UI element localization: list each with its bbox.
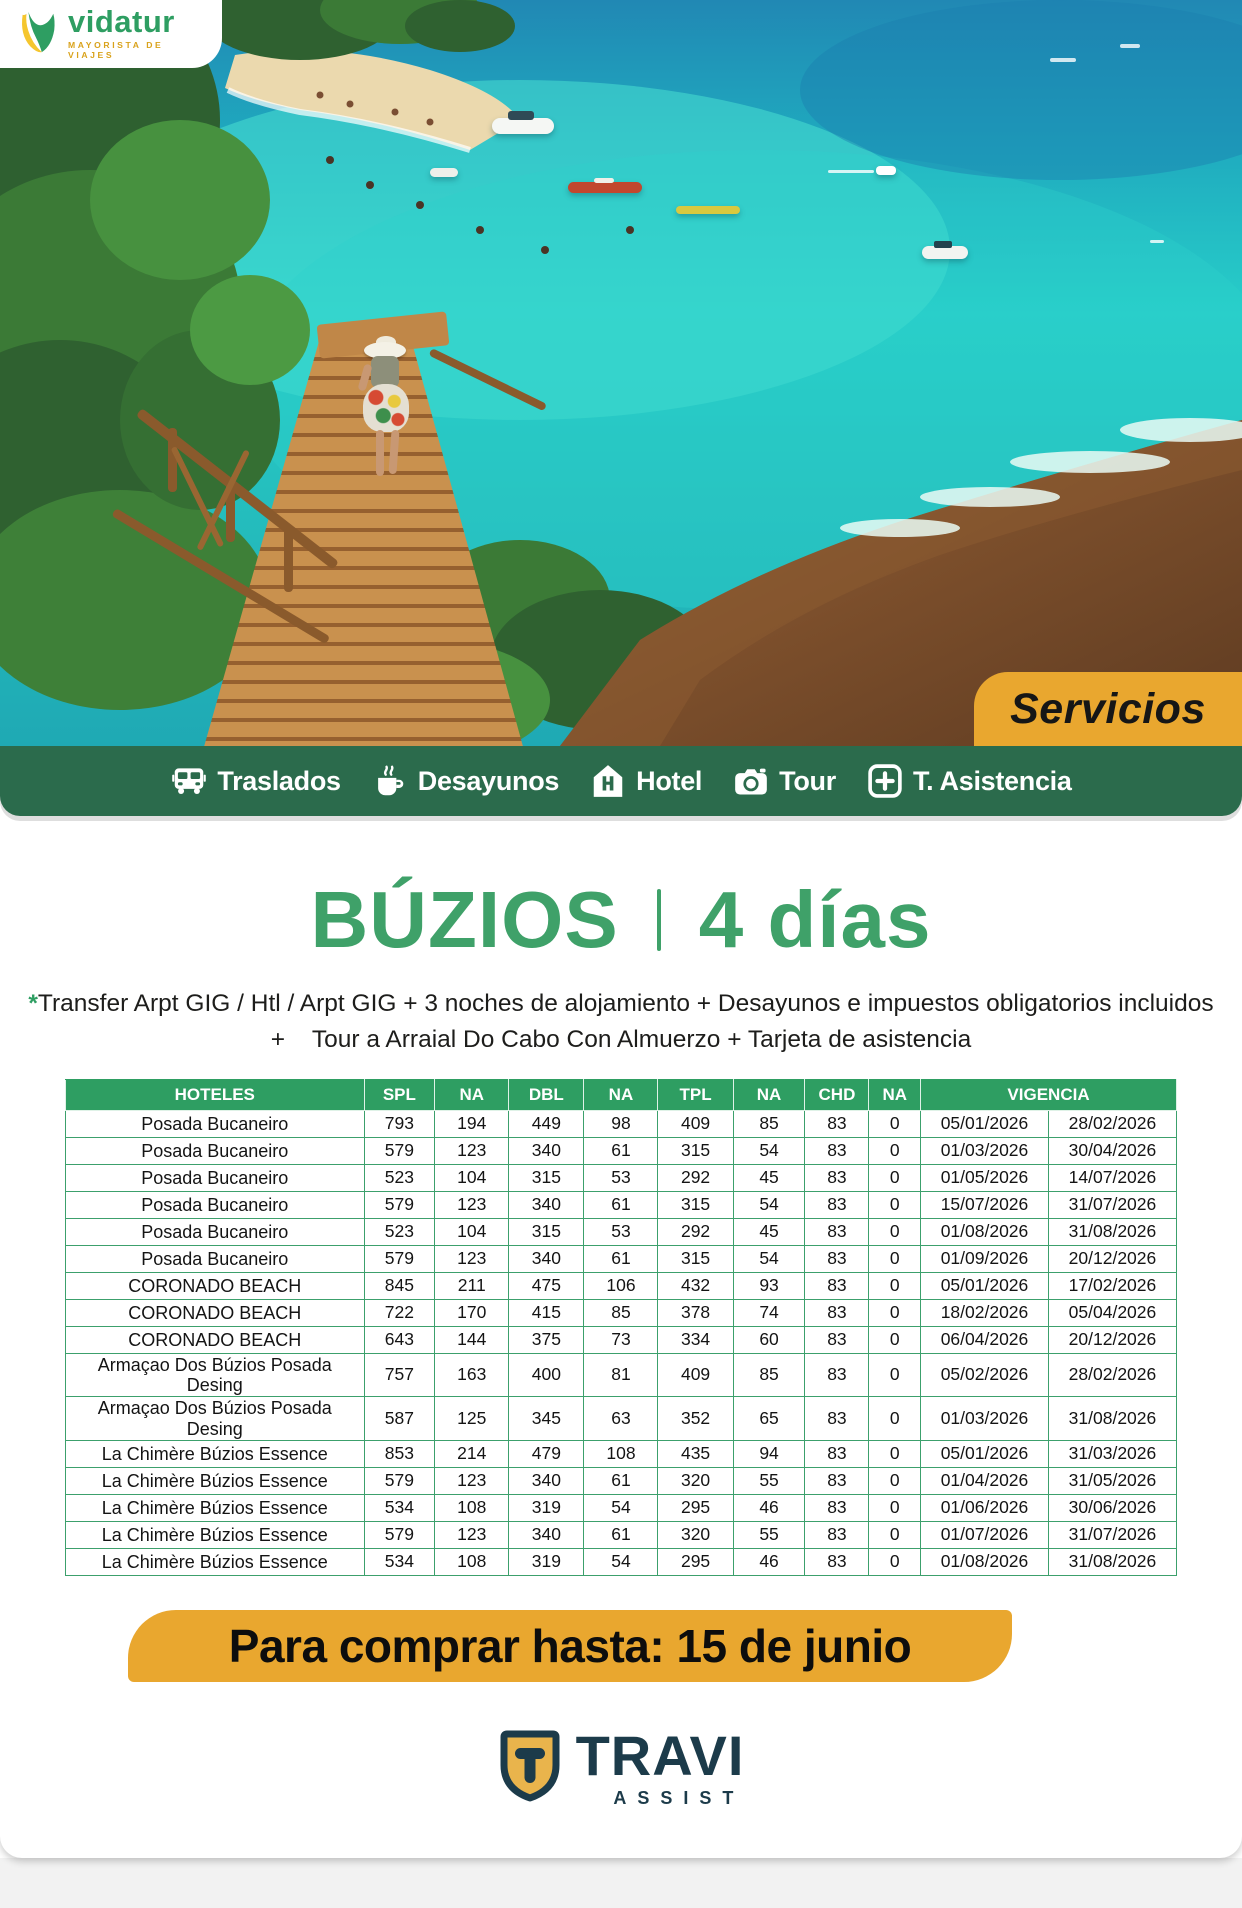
- rate-cell: 53: [584, 1219, 658, 1246]
- hotel-name-cell: La Chimère Búzios Essence: [66, 1467, 365, 1494]
- service-item: [589, 762, 702, 800]
- rate-cell: 46: [733, 1494, 805, 1521]
- rate-cell: 125: [435, 1397, 509, 1440]
- column-header: DBL: [509, 1080, 584, 1111]
- column-header: HOTELES: [66, 1080, 365, 1111]
- rate-cell: 83: [805, 1219, 869, 1246]
- promo-banner: Para comprar hasta: 15 de junio: [128, 1610, 1012, 1682]
- hotel-name-cell: La Chimère Búzios Essence: [66, 1440, 365, 1467]
- vigencia-date-cell: 31/08/2026: [1048, 1397, 1176, 1440]
- table-row: [66, 1300, 1177, 1327]
- rate-cell: 853: [364, 1440, 435, 1467]
- column-header: NA: [435, 1080, 509, 1111]
- rate-cell: 295: [658, 1548, 733, 1575]
- rate-cell: 108: [435, 1548, 509, 1575]
- rate-cell: 83: [805, 1494, 869, 1521]
- rate-cell: 85: [733, 1354, 805, 1397]
- vigencia-date-cell: 30/04/2026: [1048, 1138, 1176, 1165]
- rate-cell: 98: [584, 1111, 658, 1138]
- vigencia-date-cell: 31/07/2026: [1048, 1521, 1176, 1548]
- rate-cell: 0: [869, 1300, 921, 1327]
- rate-cell: 340: [509, 1246, 584, 1273]
- rate-cell: 104: [435, 1219, 509, 1246]
- rate-cell: 83: [805, 1440, 869, 1467]
- footer-brand-name: TRAVI: [575, 1723, 745, 1787]
- rate-cell: 45: [733, 1219, 805, 1246]
- column-header: SPL: [364, 1080, 435, 1111]
- rate-cell: 104: [435, 1165, 509, 1192]
- rate-cell: 579: [364, 1246, 435, 1273]
- vigencia-date-cell: 28/02/2026: [1048, 1111, 1176, 1138]
- rate-cell: 400: [509, 1354, 584, 1397]
- service-label: T. Asistencia: [912, 765, 1072, 796]
- rate-cell: 106: [584, 1273, 658, 1300]
- rate-cell: 334: [658, 1327, 733, 1354]
- rate-cell: 340: [509, 1521, 584, 1548]
- rate-cell: 108: [584, 1440, 658, 1467]
- vidatur-logo-icon: [14, 7, 60, 60]
- rate-cell: 46: [733, 1548, 805, 1575]
- table-row: [66, 1494, 1177, 1521]
- rate-cell: 0: [869, 1440, 921, 1467]
- rate-cell: 587: [364, 1397, 435, 1440]
- hotels-rates-table: [65, 1079, 1177, 1576]
- rate-cell: 292: [658, 1219, 733, 1246]
- brand-name: vidatur: [68, 4, 175, 39]
- rate-cell: 123: [435, 1467, 509, 1494]
- vigencia-date-cell: 05/01/2026: [921, 1273, 1049, 1300]
- hotel-name-cell: Armaçao Dos Búzios Posada Desing: [66, 1354, 365, 1397]
- rate-cell: 722: [364, 1300, 435, 1327]
- boat: [492, 118, 554, 134]
- rate-cell: 0: [869, 1111, 921, 1138]
- rate-cell: 292: [658, 1165, 733, 1192]
- rate-cell: 352: [658, 1397, 733, 1440]
- rate-cell: 0: [869, 1494, 921, 1521]
- hotel-name-cell: Posada Bucaneiro: [66, 1138, 365, 1165]
- destination-title: BÚZIOS: [310, 875, 619, 964]
- rate-cell: 123: [435, 1521, 509, 1548]
- service-label: Desayunos: [417, 765, 560, 796]
- rate-cell: 54: [733, 1192, 805, 1219]
- rate-cell: 53: [584, 1165, 658, 1192]
- rate-cell: 0: [869, 1192, 921, 1219]
- rate-cell: 54: [584, 1494, 658, 1521]
- travi-assist-logo: [0, 1723, 1242, 1809]
- hotel-name-cell: CORONADO BEACH: [66, 1300, 365, 1327]
- rate-cell: 83: [805, 1138, 869, 1165]
- rate-cell: 523: [364, 1165, 435, 1192]
- rate-cell: 579: [364, 1192, 435, 1219]
- rate-cell: 315: [509, 1165, 584, 1192]
- asterisk: *: [28, 990, 38, 1017]
- jetski: [876, 166, 896, 175]
- vigencia-date-cell: 20/12/2026: [1048, 1246, 1176, 1273]
- rate-cell: 643: [364, 1327, 435, 1354]
- rate-cell: 320: [658, 1467, 733, 1494]
- rate-cell: 54: [733, 1138, 805, 1165]
- vigencia-date-cell: 15/07/2026: [921, 1192, 1049, 1219]
- kayak: [676, 206, 740, 214]
- table-row: [66, 1273, 1177, 1300]
- rate-cell: 45: [733, 1165, 805, 1192]
- rate-cell: 83: [805, 1397, 869, 1440]
- rate-cell: 108: [435, 1494, 509, 1521]
- service-label: Tour: [779, 765, 836, 796]
- package-description: [0, 986, 1242, 1057]
- description-line2: + Tour a Arraial Do Cabo Con Almuerzo + Tarjeta de asistencia: [270, 1025, 972, 1053]
- rate-cell: 54: [733, 1246, 805, 1273]
- column-header: CHD: [805, 1080, 869, 1111]
- hotel-name-cell: Posada Bucaneiro: [66, 1219, 365, 1246]
- page-bottom-band: [0, 1858, 1242, 1908]
- rate-cell: 54: [584, 1548, 658, 1575]
- rate-cell: 0: [869, 1246, 921, 1273]
- rate-cell: 475: [509, 1273, 584, 1300]
- rate-cell: 83: [805, 1521, 869, 1548]
- rate-cell: 83: [805, 1327, 869, 1354]
- description-line1: Transfer Arpt GIG / Htl / Arpt GIG + 3 noches de alojamiento + Desayunos e impuestos obligatorios incluidos: [37, 990, 1214, 1017]
- rate-cell: 534: [364, 1548, 435, 1575]
- duration-title: 4 días: [698, 875, 932, 964]
- rate-cell: 74: [733, 1300, 805, 1327]
- rate-cell: 415: [509, 1300, 584, 1327]
- vigencia-date-cell: 01/04/2026: [921, 1467, 1049, 1494]
- table-row: [66, 1327, 1177, 1354]
- vigencia-date-cell: 30/06/2026: [1048, 1494, 1176, 1521]
- table-row: [66, 1111, 1177, 1138]
- assistance-plus-icon: [866, 762, 904, 800]
- rate-cell: 0: [869, 1397, 921, 1440]
- rate-cell: 85: [584, 1300, 658, 1327]
- table-row: [66, 1192, 1177, 1219]
- rate-cell: 94: [733, 1440, 805, 1467]
- vigencia-date-cell: 01/06/2026: [921, 1494, 1049, 1521]
- vidatur-logo: [0, 0, 222, 68]
- rate-cell: 479: [509, 1440, 584, 1467]
- service-item: [732, 762, 836, 800]
- rate-cell: 435: [658, 1440, 733, 1467]
- rate-cell: 523: [364, 1219, 435, 1246]
- rate-cell: 315: [658, 1138, 733, 1165]
- vigencia-date-cell: 31/07/2026: [1048, 1192, 1176, 1219]
- hero-photo: [0, 0, 1242, 746]
- hotel-name-cell: CORONADO BEACH: [66, 1327, 365, 1354]
- vigencia-date-cell: 14/07/2026: [1048, 1165, 1176, 1192]
- service-label: Hotel: [636, 765, 703, 796]
- rate-cell: 345: [509, 1397, 584, 1440]
- rate-cell: 83: [805, 1548, 869, 1575]
- hotels-table-body: [66, 1111, 1177, 1576]
- column-header: NA: [733, 1080, 805, 1111]
- table-row: [66, 1467, 1177, 1494]
- rate-cell: 61: [584, 1192, 658, 1219]
- rate-cell: 534: [364, 1494, 435, 1521]
- rate-cell: 340: [509, 1138, 584, 1165]
- rate-cell: 378: [658, 1300, 733, 1327]
- rate-cell: 340: [509, 1192, 584, 1219]
- rate-cell: 319: [509, 1548, 584, 1575]
- rate-cell: 449: [509, 1111, 584, 1138]
- boat: [922, 246, 968, 259]
- hotel-name-cell: Posada Bucaneiro: [66, 1246, 365, 1273]
- vigencia-date-cell: 01/07/2026: [921, 1521, 1049, 1548]
- rate-cell: 295: [658, 1494, 733, 1521]
- vigencia-date-cell: 31/03/2026: [1048, 1440, 1176, 1467]
- rate-cell: 85: [733, 1111, 805, 1138]
- vigencia-date-cell: 01/03/2026: [921, 1397, 1049, 1440]
- rate-cell: 61: [584, 1138, 658, 1165]
- service-item: [371, 762, 559, 800]
- table-row: [66, 1165, 1177, 1192]
- rate-cell: 579: [364, 1138, 435, 1165]
- rate-cell: 61: [584, 1467, 658, 1494]
- service-item: [866, 762, 1072, 800]
- rate-cell: 83: [805, 1273, 869, 1300]
- rate-cell: 55: [733, 1521, 805, 1548]
- rate-cell: 0: [869, 1327, 921, 1354]
- rate-cell: 163: [435, 1354, 509, 1397]
- rate-cell: 0: [869, 1219, 921, 1246]
- rate-cell: 83: [805, 1300, 869, 1327]
- table-row: [66, 1397, 1177, 1440]
- table-row: [66, 1521, 1177, 1548]
- vigencia-date-cell: 06/04/2026: [921, 1327, 1049, 1354]
- rate-cell: 315: [658, 1192, 733, 1219]
- rate-cell: 81: [584, 1354, 658, 1397]
- rate-cell: 61: [584, 1521, 658, 1548]
- column-header: NA: [584, 1080, 658, 1111]
- rate-cell: 579: [364, 1521, 435, 1548]
- camera-icon: [732, 762, 770, 800]
- hotel-name-cell: Posada Bucaneiro: [66, 1165, 365, 1192]
- rate-cell: 845: [364, 1273, 435, 1300]
- rate-cell: 340: [509, 1467, 584, 1494]
- boat: [430, 168, 458, 177]
- rate-cell: 579: [364, 1467, 435, 1494]
- column-header: NA: [869, 1080, 921, 1111]
- vigencia-date-cell: 01/09/2026: [921, 1246, 1049, 1273]
- hotel-name-cell: La Chimère Búzios Essence: [66, 1548, 365, 1575]
- woman-figure: [352, 336, 422, 486]
- hotels-table-header-row: [66, 1080, 1177, 1111]
- rate-cell: 0: [869, 1354, 921, 1397]
- travi-shield-icon: [498, 1729, 562, 1808]
- rate-cell: 83: [805, 1246, 869, 1273]
- hotel-name-cell: La Chimère Búzios Essence: [66, 1521, 365, 1548]
- title-separator: [657, 889, 661, 951]
- table-row: [66, 1138, 1177, 1165]
- hotel-name-cell: CORONADO BEACH: [66, 1273, 365, 1300]
- services-bar: [0, 746, 1242, 816]
- vigencia-date-cell: 17/02/2026: [1048, 1273, 1176, 1300]
- vigencia-date-cell: 20/12/2026: [1048, 1327, 1176, 1354]
- rate-cell: 320: [658, 1521, 733, 1548]
- hotel-icon: [589, 762, 627, 800]
- page-title: [0, 874, 1242, 966]
- hotel-name-cell: Posada Bucaneiro: [66, 1111, 365, 1138]
- table-row: [66, 1548, 1177, 1575]
- rate-cell: 170: [435, 1300, 509, 1327]
- brand-tagline: MAYORISTA DE VIAJES: [68, 40, 164, 60]
- service-item: [170, 762, 340, 800]
- rate-cell: 409: [658, 1111, 733, 1138]
- rate-cell: 61: [584, 1246, 658, 1273]
- vigencia-date-cell: 31/08/2026: [1048, 1219, 1176, 1246]
- beach-scene: [0, 0, 1242, 746]
- rate-cell: 315: [658, 1246, 733, 1273]
- rate-cell: 60: [733, 1327, 805, 1354]
- table-row: [66, 1219, 1177, 1246]
- hotel-name-cell: Posada Bucaneiro: [66, 1192, 365, 1219]
- coffee-icon: [371, 762, 409, 800]
- boat: [568, 182, 642, 193]
- vigencia-date-cell: 18/02/2026: [921, 1300, 1049, 1327]
- vigencia-date-cell: 05/01/2026: [921, 1111, 1049, 1138]
- table-row: [66, 1246, 1177, 1273]
- rate-cell: 63: [584, 1397, 658, 1440]
- rate-cell: 83: [805, 1111, 869, 1138]
- column-header: TPL: [658, 1080, 733, 1111]
- service-label: Traslados: [217, 765, 341, 796]
- table-row: [66, 1354, 1177, 1397]
- vigencia-date-cell: 31/05/2026: [1048, 1467, 1176, 1494]
- table-row: [66, 1440, 1177, 1467]
- rate-cell: 757: [364, 1354, 435, 1397]
- rate-cell: 83: [805, 1467, 869, 1494]
- vigencia-date-cell: 01/05/2026: [921, 1165, 1049, 1192]
- rate-cell: 375: [509, 1327, 584, 1354]
- rate-cell: 93: [733, 1273, 805, 1300]
- rate-cell: 793: [364, 1111, 435, 1138]
- rate-cell: 83: [805, 1192, 869, 1219]
- rate-cell: 315: [509, 1219, 584, 1246]
- rate-cell: 194: [435, 1111, 509, 1138]
- column-header: VIGENCIA: [921, 1080, 1177, 1111]
- rate-cell: 214: [435, 1440, 509, 1467]
- rate-cell: 0: [869, 1138, 921, 1165]
- rate-cell: 83: [805, 1354, 869, 1397]
- rate-cell: 55: [733, 1467, 805, 1494]
- rate-cell: 65: [733, 1397, 805, 1440]
- vigencia-date-cell: 05/02/2026: [921, 1354, 1049, 1397]
- rate-cell: 144: [435, 1327, 509, 1354]
- vigencia-date-cell: 01/08/2026: [921, 1548, 1049, 1575]
- services-badge: Servicios: [974, 672, 1242, 746]
- hotel-name-cell: Armaçao Dos Búzios Posada Desing: [66, 1397, 365, 1440]
- rate-cell: 409: [658, 1354, 733, 1397]
- rate-cell: 432: [658, 1273, 733, 1300]
- vigencia-date-cell: 05/01/2026: [921, 1440, 1049, 1467]
- rate-cell: 0: [869, 1467, 921, 1494]
- rate-cell: 0: [869, 1165, 921, 1192]
- rate-cell: 0: [869, 1521, 921, 1548]
- vigencia-date-cell: 31/08/2026: [1048, 1548, 1176, 1575]
- vigencia-date-cell: 28/02/2026: [1048, 1354, 1176, 1397]
- rate-cell: 0: [869, 1273, 921, 1300]
- rate-cell: 83: [805, 1165, 869, 1192]
- rate-cell: 319: [509, 1494, 584, 1521]
- rate-cell: 73: [584, 1327, 658, 1354]
- vigencia-date-cell: 01/03/2026: [921, 1138, 1049, 1165]
- railing-post: [284, 528, 293, 592]
- rate-cell: 123: [435, 1246, 509, 1273]
- rate-cell: 211: [435, 1273, 509, 1300]
- vigencia-date-cell: 01/08/2026: [921, 1219, 1049, 1246]
- rate-cell: 123: [435, 1192, 509, 1219]
- vigencia-date-cell: 05/04/2026: [1048, 1300, 1176, 1327]
- bus-icon: [170, 762, 208, 800]
- hotel-name-cell: La Chimère Búzios Essence: [66, 1494, 365, 1521]
- rate-cell: 0: [869, 1548, 921, 1575]
- footer-brand-sub: ASSIST: [613, 1787, 745, 1808]
- rate-cell: 123: [435, 1138, 509, 1165]
